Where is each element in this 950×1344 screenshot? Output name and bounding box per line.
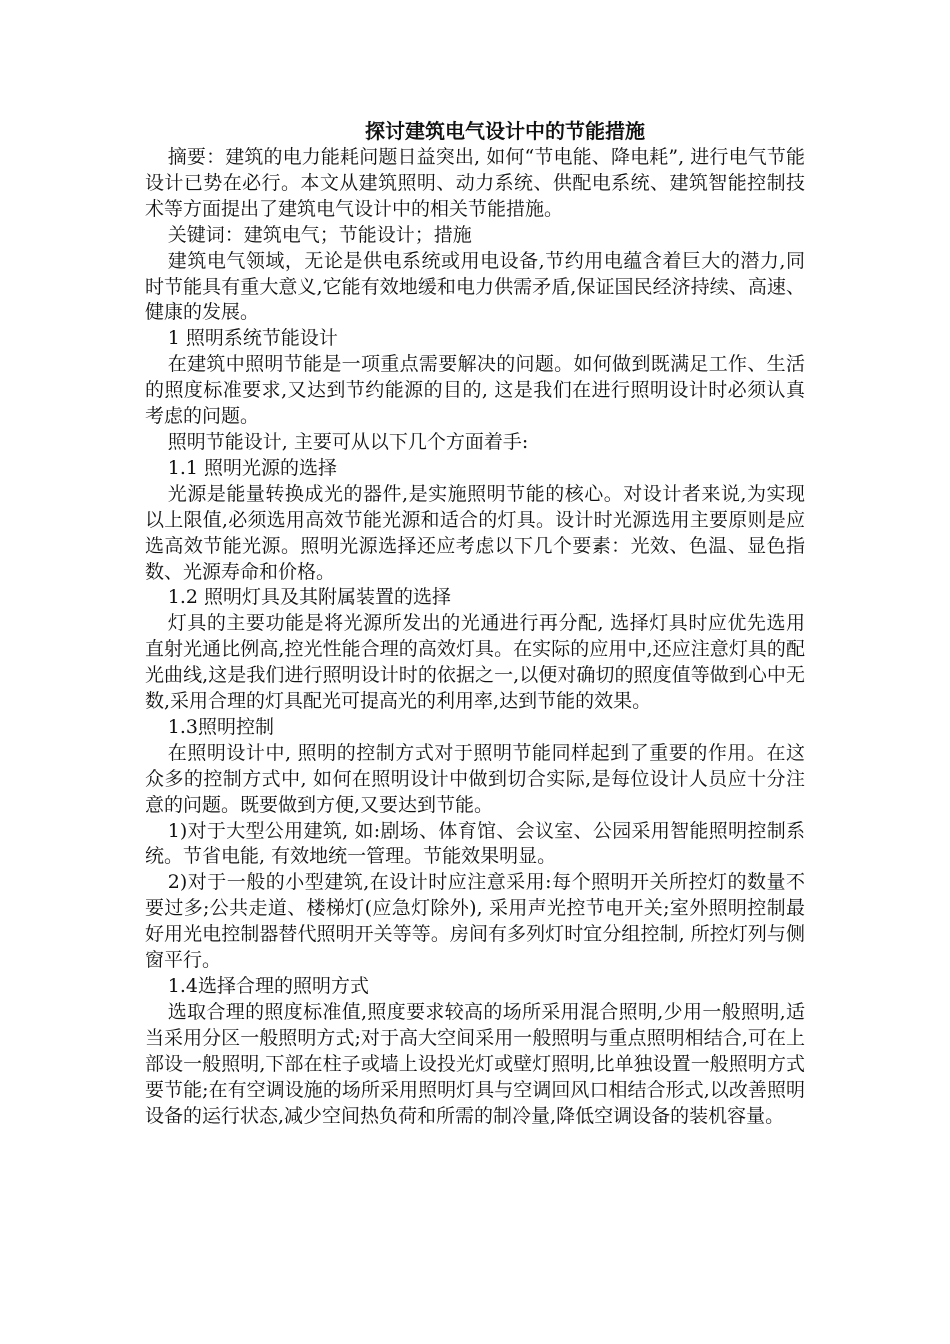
body-paragraph: 光源是能量转换成光的器件,是实施照明节能的核心。对设计者来说,为实现以上限值,必须选用高效节能光源和适合的灯具。设计时光源选用主要原则是应选高效节能光源。照明光源选择还应考虑以下几个要素：光效、色温、显色指数、光源寿命和价格。 (145, 482, 805, 583)
list-item: 2)对于一般的小型建筑,在设计时应注意采用:每个照明开关所控灯的数量不要过多;公共走道、楼梯灯(应急灯除外), 采用声光控节电开关;室外照明控制最好用光电控制器替代照明开关等等。房间有多列灯时宜分组控制, 所控灯列与侧窗平行。 (145, 871, 805, 972)
abstract-paragraph: 摘要：建筑的电力能耗问题日益突出, 如何“节电能、降电耗”, 进行电气节能设计已势在必行。本文从建筑照明、动力系统、供配电系统、建筑智能控制技术等方面提出了建筑电气设计中的相关节能措施。 (145, 146, 805, 220)
list-item: 1)对于大型公用建筑, 如:剧场、体育馆、会议室、公园采用智能照明控制系统。节省电能, 有效地统一管理。节能效果明显。 (145, 819, 805, 868)
document-body (145, 117, 805, 1129)
subsection-heading: 1.3照明控制 (167, 715, 275, 738)
subsection-heading: 1.1 照明光源的选择 (167, 456, 338, 479)
page-title: 探讨建筑电气设计中的节能措施 (365, 119, 645, 143)
body-paragraph: 照明节能设计, 主要可从以下几个方面着手: (167, 430, 529, 453)
section-heading: 1 照明系统节能设计 (167, 327, 338, 350)
keywords-paragraph: 关键词：建筑电气；节能设计；措施 (167, 223, 472, 246)
body-paragraph: 选取合理的照度标准值,照度要求较高的场所采用混合照明,少用一般照明,适当采用分区一般照明方式;对于高大空间采用一般照明与重点照明相结合,可在上部设一般照明,下部在柱子或墙上设投光灯或壁灯照明,比单独设置一般照明方式要节能;在有空调设施的场所采用照明灯具与空调回风口相结合形式,以改善照明设备的运行状态,减少空间热负荷和所需的制冷量,降低空调设备的装机容量。 (145, 1000, 805, 1127)
body-paragraph: 在建筑中照明节能是一项重点需要解决的问题。如何做到既满足工作、生活的照度标准要求,又达到节约能源的目的, 这是我们在进行照明设计时必须认真考虑的问题。 (145, 353, 805, 428)
body-paragraph: 灯具的主要功能是将光源所发出的光通进行再分配, 选择灯具时应优先选用直射光通比例高,控光性能合理的高效灯具。在实际的应用中,还应注意灯具的配光曲线,这是我们进行照明设计时的依据之一,以便对确切的照度值等做到心中无数,采用合理的灯具配光可提高光的利用率,达到节能的效果。 (145, 612, 805, 713)
body-paragraph: 在照明设计中, 照明的控制方式对于照明节能同样起到了重要的作用。在这众多的控制方式中, 如何在照明设计中做到切合实际,是每位设计人员应十分注意的问题。既要做到方便,又要达到节能。 (145, 741, 805, 816)
subsection-heading: 1.4选择合理的照明方式 (167, 975, 370, 997)
subsection-heading: 1.2 照明灯具及其附属装置的选择 (167, 586, 452, 609)
intro-paragraph: 建筑电气领域，无论是供电系统或用电设备,节约用电蕴含着巨大的潜力,同时节能具有重大意义,它能有效地缓和电力供需矛盾,保证国民经济持续、高速、健康的发展。 (145, 249, 805, 324)
